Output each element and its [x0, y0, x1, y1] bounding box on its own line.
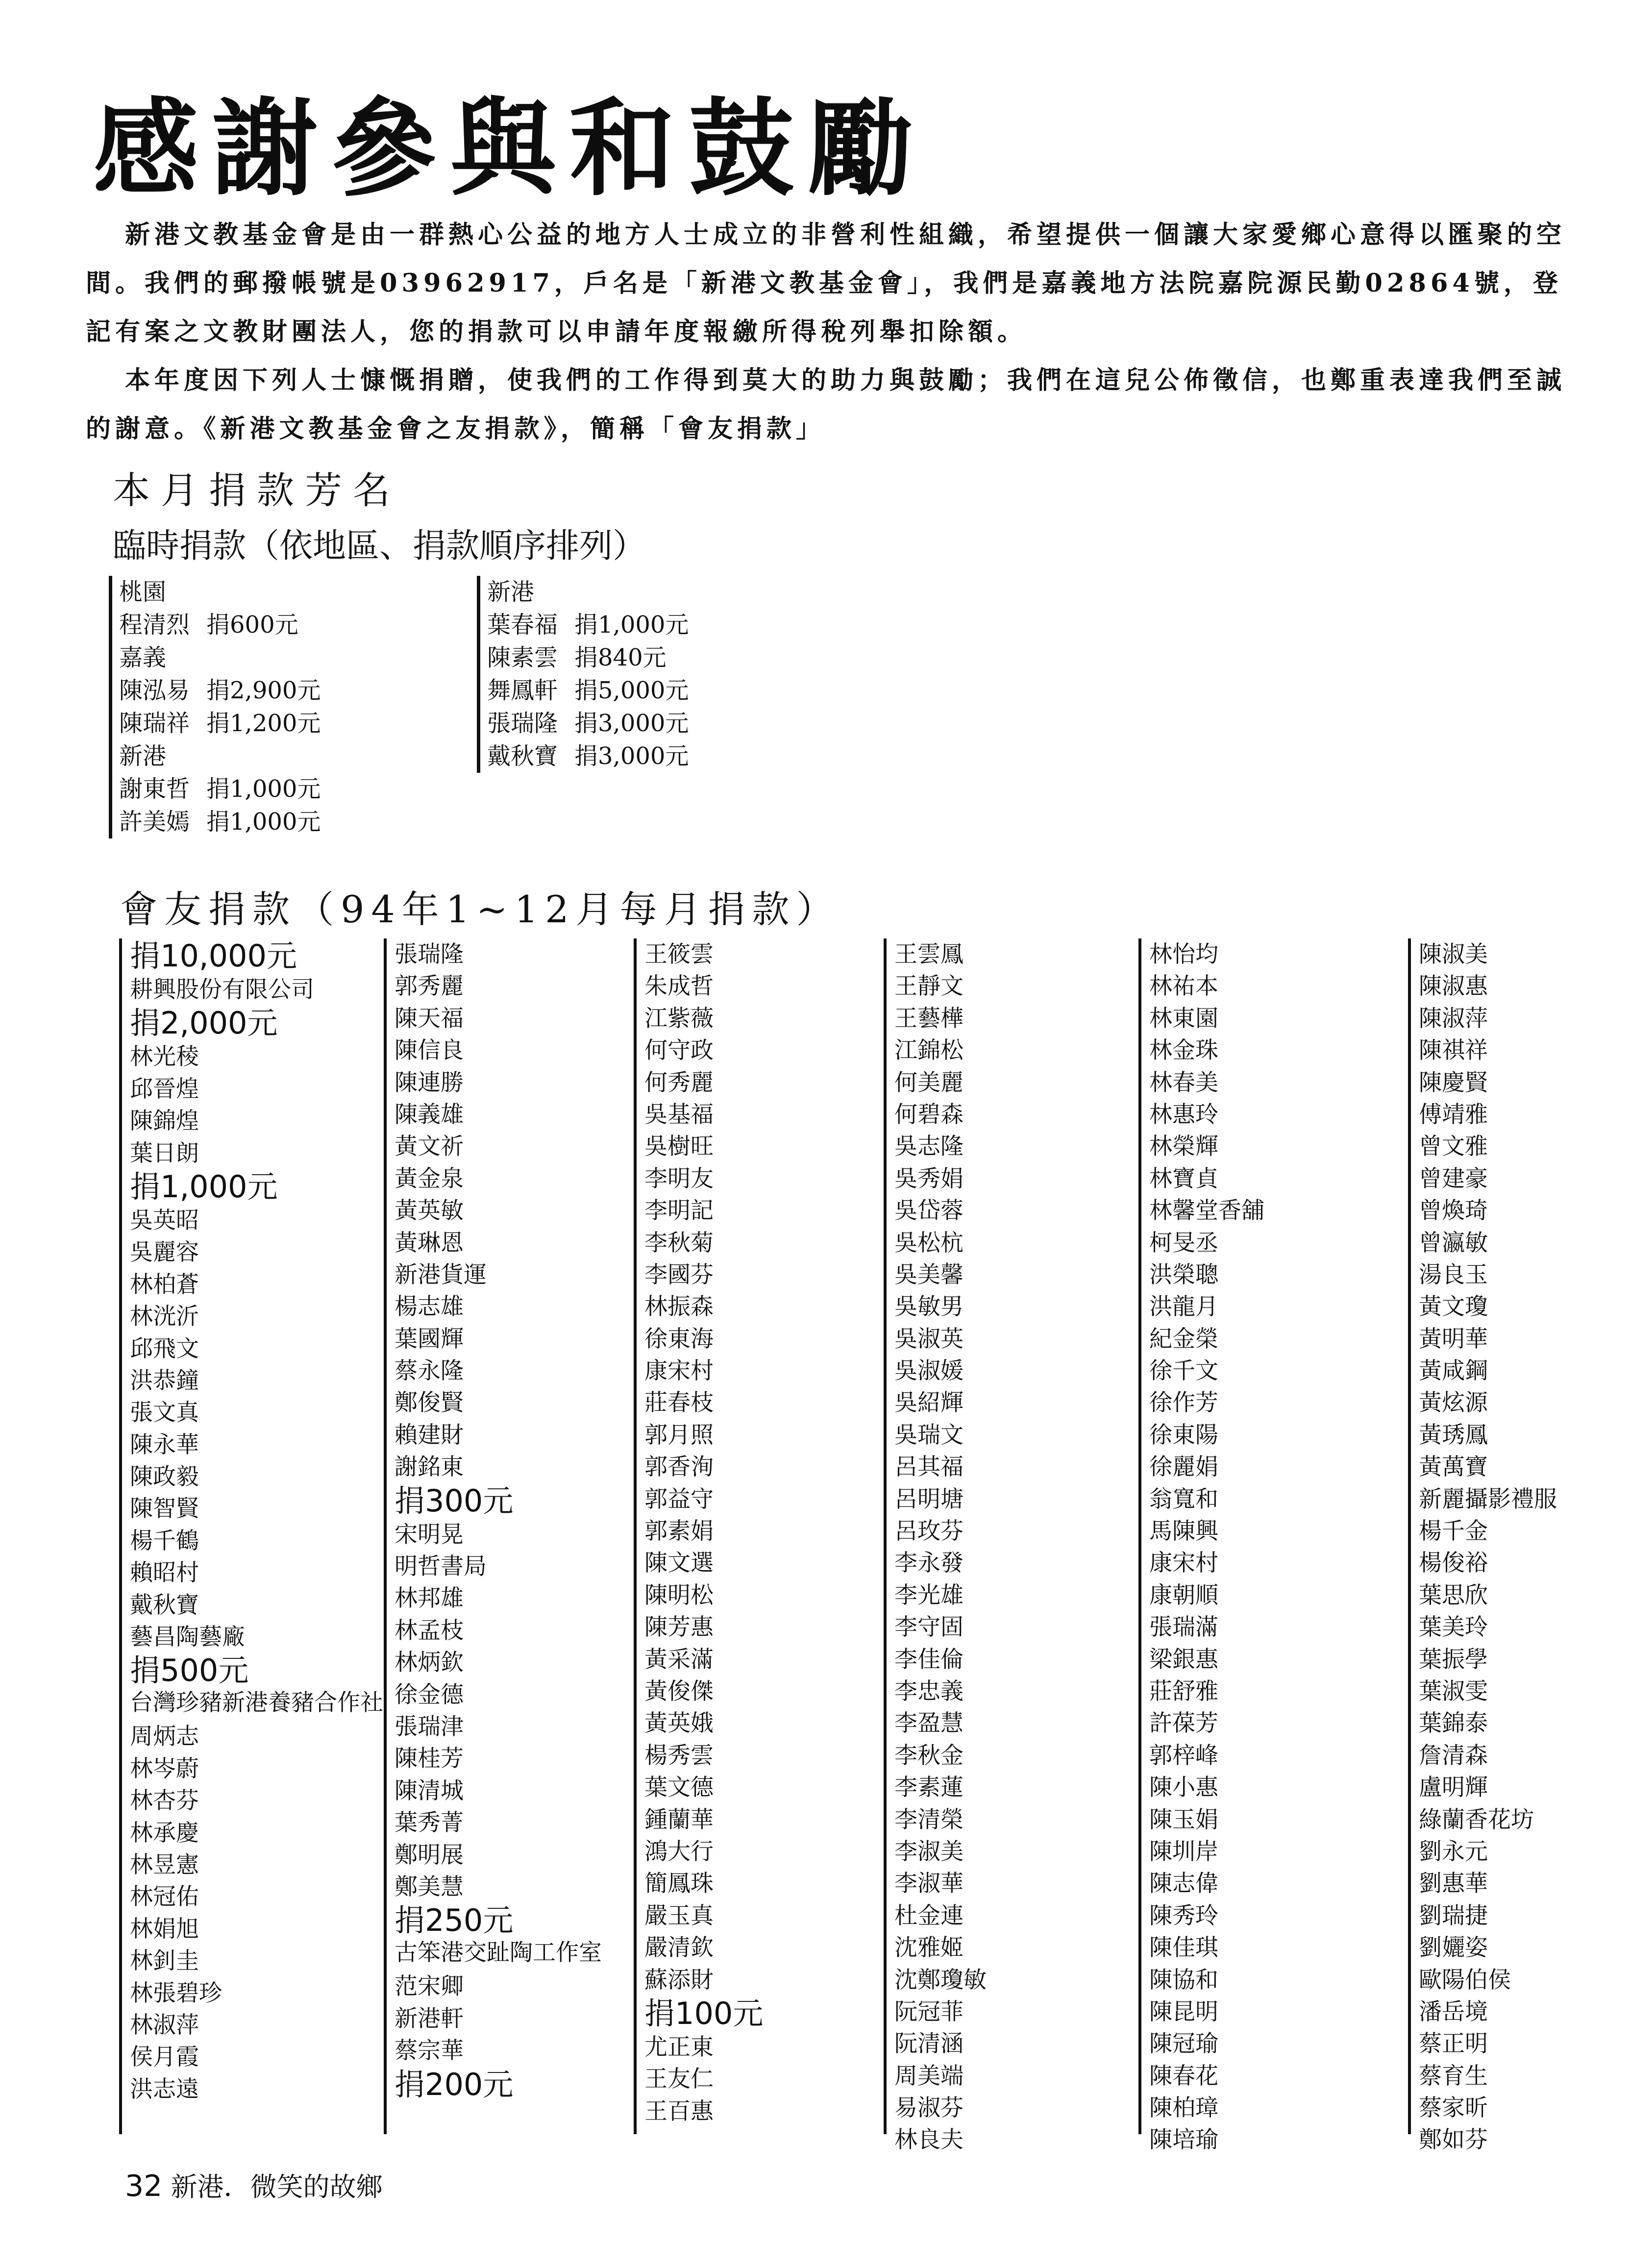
donor-name: 陳芳惠 — [644, 1614, 714, 1641]
donor-name: 戴秋寶 — [487, 742, 558, 770]
donation-amount: 捐3,000元 — [574, 710, 689, 737]
donor-name: 江紫薇 — [644, 1005, 714, 1032]
donor-name: 周炳志 — [130, 1723, 199, 1750]
donor-name: 鄭如芬 — [1419, 2126, 1488, 2154]
donor-name: 吳岱蓉 — [894, 1197, 964, 1225]
donor-name: 黃俊傑 — [644, 1677, 714, 1705]
donor-name: 嚴清欽 — [644, 1934, 714, 1962]
donor-name: 林洸沂 — [130, 1303, 199, 1331]
donor-name: 蔡家昕 — [1419, 2095, 1488, 2122]
donor-name: 朱成哲 — [644, 973, 714, 1000]
donor-name: 吳秀娟 — [894, 1165, 964, 1192]
donor-name: 黃文瓊 — [1419, 1293, 1488, 1321]
region-label: 桃園 — [119, 578, 167, 606]
donor-name: 宋明晃 — [395, 1521, 464, 1548]
donor-name: 陳慶賢 — [1419, 1069, 1488, 1096]
donor-name: 陳淑萍 — [1419, 1005, 1488, 1032]
donor-name: 戴秋寶 — [130, 1591, 199, 1619]
donor-name: 陳永華 — [130, 1431, 199, 1458]
donor-name: 郭香洵 — [644, 1454, 714, 1481]
amount-tier-heading: 捐250元 — [395, 1902, 514, 1939]
donor-name: 李明友 — [644, 1165, 714, 1192]
donor-name: 葉思欣 — [1419, 1581, 1488, 1609]
donor-name: 黃萬寶 — [1419, 1454, 1488, 1481]
member-donations-column-3 — [634, 938, 890, 2134]
page-title: 感謝參與和鼓勵 — [93, 86, 927, 210]
donor-name: 陳連勝 — [395, 1069, 464, 1096]
donor-name: 林惠玲 — [1149, 1101, 1218, 1128]
donor-name: 呂其福 — [894, 1454, 964, 1481]
amount-tier-heading: 捐1,000元 — [130, 1168, 278, 1205]
donor-name: 台灣珍豬新港養豬合作社 — [130, 1689, 383, 1717]
donor-name: 葉春福 — [487, 611, 558, 639]
member-donations-column-5 — [1138, 938, 1404, 2154]
donor-name: 許美嫣 — [119, 808, 190, 836]
donor-name: 林春美 — [1149, 1069, 1218, 1096]
donor-name: 陳協和 — [1149, 1966, 1218, 1994]
donor-name: 嚴玉真 — [644, 1902, 714, 1929]
donation-amount: 捐5,000元 — [574, 677, 689, 704]
donor-name: 阮冠菲 — [894, 1998, 964, 2025]
donor-name: 李守固 — [894, 1614, 964, 1641]
donor-name: 張文真 — [130, 1399, 199, 1427]
donor-name: 蔡宗華 — [395, 2037, 464, 2065]
donor-name: 葉美玲 — [1419, 1614, 1488, 1641]
donor-name: 范宋卿 — [395, 1973, 464, 2000]
donor-name: 陳佳琪 — [1149, 1934, 1218, 1962]
donor-name: 程清烈 — [119, 611, 190, 639]
intro-paragraph-2: 本年度因下列人士慷慨捐贈，使我們的工作得到莫大的助力與鼓勵；我們在這兒公佈徵信，也鄭重表達我們至誠的謝意。《新港文教基金會之友捐款》，簡稱「會友捐款」 — [86, 366, 1566, 444]
donor-name: 陳素雲 — [487, 644, 558, 671]
donor-name: 劉孋姿 — [1419, 1934, 1488, 1962]
donor-name: 李明記 — [644, 1197, 714, 1225]
donor-name: 陳春花 — [1149, 2062, 1218, 2090]
donor-name: 吳淑媛 — [894, 1357, 964, 1385]
donor-name: 新麗攝影禮服 — [1419, 1485, 1557, 1513]
donor-row — [487, 740, 689, 773]
donor-name: 王百惠 — [644, 2097, 714, 2125]
donor-name: 簡鳳珠 — [644, 1870, 714, 1898]
donor-name: 葉淑雯 — [1419, 1677, 1488, 1705]
donor-name: 林怡均 — [1149, 941, 1218, 968]
donor-name: 何碧森 — [894, 1101, 964, 1128]
amount-tier-heading: 捐300元 — [395, 1482, 514, 1519]
donor-name: 張瑞隆 — [487, 710, 558, 737]
donor-name: 曾瀛敏 — [1419, 1229, 1488, 1257]
donor-name: 林金珠 — [1149, 1037, 1218, 1064]
donor-name: 徐麗娟 — [1149, 1454, 1218, 1481]
donor-name: 李清榮 — [894, 1806, 964, 1833]
donor-name: 黃咸鋼 — [1419, 1357, 1488, 1385]
donor-name: 林東園 — [1149, 1005, 1218, 1032]
donor-name: 林馨堂香舖 — [1149, 1197, 1264, 1225]
donor-name: 林冠佑 — [130, 1883, 199, 1911]
donor-name: 林孟枝 — [395, 1617, 464, 1644]
donor-name: 吳敏男 — [894, 1293, 964, 1321]
donor-name: 蔡永隆 — [395, 1357, 464, 1385]
donor-name: 杜金連 — [894, 1902, 964, 1929]
donor-name: 張瑞滿 — [1149, 1614, 1218, 1641]
donor-name: 李光雄 — [894, 1581, 964, 1609]
temporary-donations-column-2 — [477, 576, 689, 773]
donor-name: 吳美馨 — [894, 1261, 964, 1288]
donor-name: 陳小惠 — [1149, 1774, 1218, 1801]
donor-name: 李永發 — [894, 1550, 964, 1577]
donor-name: 鄭俊賢 — [395, 1389, 464, 1417]
donor-name: 楊千金 — [1419, 1518, 1488, 1545]
donor-name: 郭益守 — [644, 1485, 714, 1513]
donor-name: 陳昆明 — [1149, 1998, 1218, 2025]
donor-name: 呂玫芬 — [894, 1518, 964, 1545]
donor-name: 楊志雄 — [395, 1293, 464, 1321]
donor-name: 郭秀麗 — [395, 973, 464, 1000]
donor-name: 陳泓易 — [119, 677, 190, 704]
donor-name: 林娟旭 — [130, 1915, 199, 1943]
donor-name: 賴建財 — [395, 1421, 464, 1449]
donor-name: 吳基福 — [644, 1101, 714, 1128]
donor-name: 王友仁 — [644, 2066, 714, 2093]
donor-name: 郭月照 — [644, 1421, 714, 1449]
donor-name: 阮清涵 — [894, 2030, 964, 2058]
donor-name: 鍾蘭華 — [644, 1806, 714, 1833]
donor-name: 洪龍月 — [1149, 1293, 1218, 1321]
donor-name: 陳天福 — [395, 1005, 464, 1032]
donor-name: 吳志隆 — [894, 1133, 964, 1160]
donor-name: 呂明塘 — [894, 1485, 964, 1513]
donor-name: 陳玉娟 — [1149, 1806, 1218, 1833]
donor-name: 郭梓峰 — [1149, 1742, 1218, 1769]
donor-name: 康朝順 — [1149, 1581, 1218, 1609]
donation-amount: 捐1,000元 — [206, 808, 321, 836]
member-donations-title: 會友捐款（94年1~12月每月捐款） — [120, 887, 840, 931]
donor-name: 王靜文 — [894, 973, 964, 1000]
donor-name: 李淑美 — [894, 1838, 964, 1865]
donor-name: 劉永元 — [1419, 1838, 1488, 1865]
donor-name: 耕興股份有限公司 — [130, 976, 314, 1003]
donor-name: 明哲書局 — [395, 1553, 487, 1580]
donor-name: 曾建豪 — [1419, 1165, 1488, 1192]
donor-name: 許葆芳 — [1149, 1710, 1218, 1737]
donor-name: 吳淑英 — [894, 1325, 964, 1353]
donor-name: 林振森 — [644, 1293, 714, 1321]
donor-name: 林祐本 — [1149, 973, 1218, 1000]
donor-name: 黃琳恩 — [395, 1229, 464, 1257]
donor-name: 葉國輝 — [395, 1325, 464, 1353]
member-donations-column-2 — [384, 938, 640, 2134]
donor-name: 洪榮聰 — [1149, 1261, 1218, 1288]
donation-amount: 捐1,200元 — [206, 710, 321, 737]
donor-name: 邱飛文 — [130, 1335, 199, 1362]
donor-name: 莊舒雅 — [1149, 1677, 1218, 1705]
page-number: 32 — [125, 2169, 163, 2203]
donor-name: 潘岳境 — [1419, 1998, 1488, 2025]
amount-tier-heading: 捐10,000元 — [130, 938, 297, 974]
member-donations-column-4 — [884, 938, 1139, 2154]
donor-row — [487, 609, 689, 641]
donor-name: 林淑萍 — [130, 2011, 199, 2039]
region-label: 新港 — [119, 742, 167, 770]
donor-name: 王雲鳳 — [894, 941, 964, 968]
donor-name: 莊春枝 — [644, 1389, 714, 1417]
donor-name: 謝東哲 — [119, 775, 190, 803]
amount-tier-heading: 捐100元 — [644, 1995, 764, 2031]
donor-name: 陳淑美 — [1419, 941, 1488, 968]
donor-name: 李秋金 — [894, 1742, 964, 1769]
donor-name: 藝昌陶藝廠 — [130, 1624, 245, 1651]
donor-name: 翁寬和 — [1149, 1485, 1218, 1513]
donor-name: 陳義雄 — [395, 1101, 464, 1128]
donor-name: 林杏芬 — [130, 1787, 199, 1815]
donor-name: 陳祺祥 — [1419, 1037, 1488, 1064]
donor-name: 邱晉煌 — [130, 1075, 199, 1103]
region-label: 新港 — [487, 578, 535, 606]
donor-name: 黃英娥 — [644, 1710, 714, 1737]
donor-name: 陳桂芳 — [395, 1745, 464, 1773]
member-donations-column-1 — [119, 938, 385, 2134]
donor-name: 葉秀菁 — [395, 1809, 464, 1837]
donor-name: 陳錦煌 — [130, 1108, 199, 1135]
donor-name: 陳志偉 — [1149, 1870, 1218, 1898]
donor-name: 葉文德 — [644, 1774, 714, 1801]
donor-name: 吳麗容 — [130, 1239, 199, 1266]
donor-name: 沈鄭瓊敏 — [894, 1966, 987, 1994]
donor-name: 新港軒 — [395, 2005, 464, 2032]
donor-name: 黃英敏 — [395, 1197, 464, 1225]
donor-name: 蔡育生 — [1419, 2062, 1488, 2090]
donor-name: 賴昭村 — [130, 1559, 199, 1587]
donor-name: 洪志遠 — [130, 2075, 199, 2103]
donor-row — [119, 674, 321, 707]
donor-row — [487, 641, 689, 674]
donor-name: 林榮輝 — [1149, 1133, 1218, 1160]
donor-name: 楊俊裕 — [1419, 1550, 1488, 1577]
donor-row — [119, 773, 321, 806]
donor-name: 黃炫源 — [1419, 1389, 1488, 1417]
donor-name: 蔡正明 — [1419, 2030, 1488, 2058]
donor-name: 黃采滿 — [644, 1646, 714, 1673]
donor-name: 林炳欽 — [395, 1649, 464, 1676]
intro-paragraph-1: 新港文教基金會是由一群熱心公益的地方人士成立的非營利性組織，希望提供一個讓大家愛鄉心意得以匯聚的空間。我們的郵撥帳號是03962917，戶名是「新港文教基金會」，我們是嘉義地方法院嘉院源民勤02864號，登記有案之文教財團法人，您的捐款可以申請年度報繳所得稅列舉扣除額。 — [86, 220, 1566, 346]
donor-name: 林柏蒼 — [130, 1271, 199, 1298]
donor-name: 陳智賢 — [130, 1495, 199, 1523]
donor-name: 詹清森 — [1419, 1742, 1488, 1769]
donor-name: 沈雅姬 — [894, 1934, 964, 1962]
donor-row — [119, 609, 321, 641]
donor-name: 江錦松 — [894, 1037, 964, 1064]
donor-name: 郭素娟 — [644, 1518, 714, 1545]
donor-name: 何秀麗 — [644, 1069, 714, 1096]
donor-name: 陳冠瑜 — [1149, 2030, 1218, 2058]
donor-name: 楊千鶴 — [130, 1527, 199, 1554]
donor-name: 吳英昭 — [130, 1207, 199, 1234]
donor-name: 林邦雄 — [395, 1585, 464, 1612]
region-label: 嘉義 — [119, 644, 167, 671]
donor-name: 古笨港交趾陶工作室 — [395, 1939, 602, 1967]
donor-name: 張瑞隆 — [395, 941, 464, 968]
donor-name: 林岑蔚 — [130, 1755, 199, 1782]
donor-name: 易淑芬 — [894, 2095, 964, 2122]
donor-name: 葉日朗 — [130, 1139, 199, 1167]
donor-name: 馬陳興 — [1149, 1518, 1218, 1545]
donation-amount: 捐840元 — [574, 644, 667, 671]
donation-amount: 捐2,900元 — [206, 677, 321, 704]
donor-name: 陳培瑜 — [1149, 2126, 1218, 2154]
donor-name: 林良夫 — [894, 2126, 964, 2154]
donor-name: 黃金泉 — [395, 1165, 464, 1192]
donor-name: 林承慶 — [130, 1819, 199, 1847]
donor-name: 謝銘東 — [395, 1454, 464, 1481]
donor-name: 梁銀惠 — [1149, 1646, 1218, 1673]
donor-name: 李淑華 — [894, 1870, 964, 1898]
donor-name: 康宋村 — [644, 1357, 714, 1385]
donor-name: 吳松杭 — [894, 1229, 964, 1257]
donor-name: 李素蓮 — [894, 1774, 964, 1801]
page-footer — [125, 2166, 383, 2204]
donor-name: 李國芬 — [644, 1261, 714, 1288]
donor-name: 王筱雲 — [644, 941, 714, 968]
donor-name: 綠蘭香花坊 — [1419, 1806, 1534, 1833]
donation-amount: 捐1,000元 — [574, 611, 689, 639]
donor-name: 林釗圭 — [130, 1948, 199, 1975]
donor-name: 徐東陽 — [1149, 1421, 1218, 1449]
donor-name: 蘇添財 — [644, 1966, 714, 1994]
donor-name: 林張碧珍 — [130, 1979, 222, 2007]
donor-name: 劉惠華 — [1419, 1870, 1488, 1898]
donor-name: 陳秀玲 — [1149, 1902, 1218, 1929]
donor-name: 康宋村 — [1149, 1550, 1218, 1577]
donation-amount: 捐600元 — [206, 611, 298, 639]
donor-name: 鴻大行 — [644, 1838, 714, 1865]
temporary-donations-title: 臨時捐款（依地區、捐款順序排列） — [113, 527, 646, 566]
member-donations-column-6 — [1408, 938, 1615, 2154]
donor-name: 周美端 — [894, 2062, 964, 2090]
donor-name: 湯良玉 — [1419, 1261, 1488, 1288]
donor-name: 葉振學 — [1419, 1646, 1488, 1673]
donor-name: 舞鳳軒 — [487, 677, 558, 704]
donor-row — [487, 674, 689, 707]
donor-name: 陳瑞祥 — [119, 710, 190, 737]
temporary-donations-column-1 — [109, 576, 321, 838]
donor-name: 何守政 — [644, 1037, 714, 1064]
donor-name: 楊秀雲 — [644, 1742, 714, 1769]
intro-text — [86, 211, 1571, 453]
donor-name: 李忠義 — [894, 1677, 964, 1705]
donor-name: 劉瑞捷 — [1419, 1902, 1488, 1929]
donor-name: 陳柏璋 — [1149, 2095, 1218, 2122]
donor-name: 徐作芳 — [1149, 1389, 1218, 1417]
donor-name: 陳政毅 — [130, 1463, 199, 1491]
section-title: 本月捐款芳名 — [113, 468, 401, 512]
donor-name: 林光稜 — [130, 1043, 199, 1071]
donor-name: 黃文祈 — [395, 1133, 464, 1160]
donor-row — [487, 707, 689, 740]
donor-name: 吳紹輝 — [894, 1389, 964, 1417]
donor-name: 尤正東 — [644, 2033, 714, 2061]
donor-name: 李秋菊 — [644, 1229, 714, 1257]
donor-name: 洪恭鐘 — [130, 1367, 199, 1394]
donor-name: 陳圳岸 — [1149, 1838, 1218, 1865]
donor-name: 徐東海 — [644, 1325, 714, 1353]
donor-name: 盧明輝 — [1419, 1774, 1488, 1801]
donor-name: 吳瑞文 — [894, 1421, 964, 1449]
donor-name: 王藝樺 — [894, 1005, 964, 1032]
donor-name: 侯月霞 — [130, 2044, 199, 2071]
donor-name: 曾煥琦 — [1419, 1197, 1488, 1225]
donor-name: 新港貨運 — [395, 1261, 487, 1288]
donor-name: 陳信良 — [395, 1037, 464, 1064]
donor-name: 張瑞津 — [395, 1713, 464, 1740]
donor-name: 陳明松 — [644, 1581, 714, 1609]
donor-name: 傅靖雅 — [1419, 1101, 1488, 1128]
donor-name: 黃琇鳳 — [1419, 1421, 1488, 1449]
donor-name: 鄭明展 — [395, 1841, 464, 1869]
donor-name: 陳清城 — [395, 1777, 464, 1804]
amount-tier-heading: 捐200元 — [395, 2066, 514, 2102]
donor-name: 何美麗 — [894, 1069, 964, 1096]
donor-name: 徐金德 — [395, 1681, 464, 1708]
donor-row — [119, 806, 321, 838]
donor-name: 吳樹旺 — [644, 1133, 714, 1160]
donor-name: 紀金榮 — [1149, 1325, 1218, 1353]
donation-amount: 捐1,000元 — [206, 775, 321, 803]
donor-name: 葉錦泰 — [1419, 1710, 1488, 1737]
donor-row — [119, 707, 321, 740]
donor-name: 李佳倫 — [894, 1646, 964, 1673]
donor-name: 陳淑惠 — [1419, 973, 1488, 1000]
amount-tier-heading: 捐500元 — [130, 1652, 249, 1689]
donor-name: 曾文雅 — [1419, 1133, 1488, 1160]
donor-name: 鄭美慧 — [395, 1873, 464, 1900]
donor-name: 林寶貞 — [1149, 1165, 1218, 1192]
donation-amount: 捐3,000元 — [574, 742, 689, 770]
donor-name: 林昱憲 — [130, 1851, 199, 1878]
footer-caption: 新港．微笑的故鄉 — [171, 2171, 383, 2202]
amount-tier-heading: 捐2,000元 — [130, 1005, 278, 1041]
donor-name: 李盈慧 — [894, 1710, 964, 1737]
donor-name: 黃明華 — [1419, 1325, 1488, 1353]
donor-name: 徐千文 — [1149, 1357, 1218, 1385]
donor-name: 陳文選 — [644, 1550, 714, 1577]
donor-name: 柯旻丞 — [1149, 1229, 1218, 1257]
donor-name: 歐陽伯侯 — [1419, 1966, 1511, 1994]
